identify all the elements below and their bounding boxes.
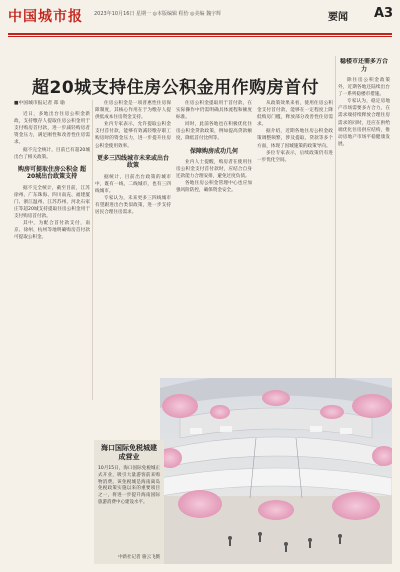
paragraph: 专家认为，稳定房地产市场需要多方合力，在需求端持续释放合理住房需求的同时，还应在供给端优化住房供应结构，推动房地产市场平稳健康发展。 (338, 99, 390, 147)
paragraph: 从政策效果来看，使用住房公积金支付首付款，能够在一定程度上降低购房门槛，释放部分改善性住房需求。 (257, 101, 333, 128)
paragraph: 据不完全统计，目前已有超20城出台了相关政策。 (14, 147, 90, 160)
paragraph: 各地住房公积金管理中心也应加强风险防控，确保资金安全。 (176, 181, 252, 194)
masthead (8, 6, 392, 32)
photo-caption-body: 10月15日，海口国际免税城正式开业，吸引大量游客前来购物消费。该免税城是海南离岛免税政策实施以来的重要项目之一，将进一步提升海南国际旅游消费中心建设水平。 (98, 466, 160, 505)
paragraph: 据统计，目前出台政策的城市中，既有一线、二线城市，也有三四线城市。 (95, 174, 171, 194)
page-number: A3 (374, 6, 394, 21)
photo-credit: 中新社记者 骆云飞摄 (118, 555, 160, 560)
paragraph: 除住房公积金政策外，近期各地还陆续出台了一系列稳楼市措施。 (338, 78, 390, 98)
paragraph: 业内专家表示，允许提取公积金支付首付款，能够有效减轻缴存职工购房时的资金压力，进一步提升住房公积金使用效率。 (95, 122, 171, 149)
subheading: 保障购房成功几何 (189, 147, 238, 155)
column-divider (335, 56, 336, 396)
mall-interior-photo (160, 378, 392, 564)
paragraph: 其中，为配合首付款支付，南京、徐州、杭州等地明确购房首付款可提取公积金。 (14, 221, 90, 241)
photo-illustration (160, 378, 392, 564)
paragraph: 多位专家表示，后续政策仍有进一步优化空间。 (257, 150, 333, 163)
paragraph: 据不完全统计，截至目前，江苏徐州、广东珠海、四川南充、福建厦门、浙江温州、江苏苏州、河北石家庄等超20城支持提取住房公积金用于支付购房首付款。 (14, 185, 90, 220)
column-divider (92, 100, 93, 400)
article-column-1 (14, 100, 90, 566)
paragraph: 据介绍，近期各地住房公积金政策调整频繁，涉及提取、贷款等多个方面，体现了因城施策的政策导向。 (257, 129, 333, 149)
photo-caption-box (94, 440, 164, 564)
byline: ■中国城市报记者 郑 瑜 (14, 101, 65, 106)
main-headline: 超20城支持住房公积金用作购房首付 (32, 78, 320, 98)
subheading: 购房可提取住房公积金 超20城出台政策支持 (17, 165, 87, 181)
photo-caption-title: 海口国际免税城建成营业 (101, 444, 157, 461)
masthead-rule-thin (8, 36, 392, 37)
paragraph: 近日，多地出台住房公积金新政，支持缴存人提取住房公积金用于支付购房首付款，进一步减轻购房者资金压力，满足刚性和改善性住房需求。 (14, 112, 90, 146)
paragraph: 业内人士提醒，购房者在使用住房公积金支付首付款时，应结合自身还款能力合理安排，避免过度负债。 (176, 160, 252, 180)
masthead-rule (8, 33, 392, 35)
subheading: 更多三四线城市未来或出台政策 (96, 154, 169, 170)
paragraph: 住房公积金提取用于首付款，在实际操作中仍需明确具体流程和额度标准。 (176, 101, 252, 121)
paragraph: 专家认为，未来更多三四线城市有望跟进出台类似政策，进一步支持居民合理住房需求。 (95, 195, 171, 216)
dateline: 2023年10月16日 星期一 ◎本版编辑 程怡 ◎美编 魏宇辉 (94, 11, 222, 17)
paragraph: 住房公积金是一项普惠性住房保障制度，其核心作用在于为缴存人提供低成本住房资金支持。 (95, 101, 171, 121)
section-name: 要闻 (328, 12, 348, 23)
paragraph: 同时，此前各地也在积极优化住房公积金贷款政策，例如提高贷款额度、降低首付比例等。 (176, 122, 252, 142)
newspaper-logo: 中国城市报 (8, 9, 83, 25)
subheading: 稳楼市还需多方合力 (339, 58, 388, 73)
